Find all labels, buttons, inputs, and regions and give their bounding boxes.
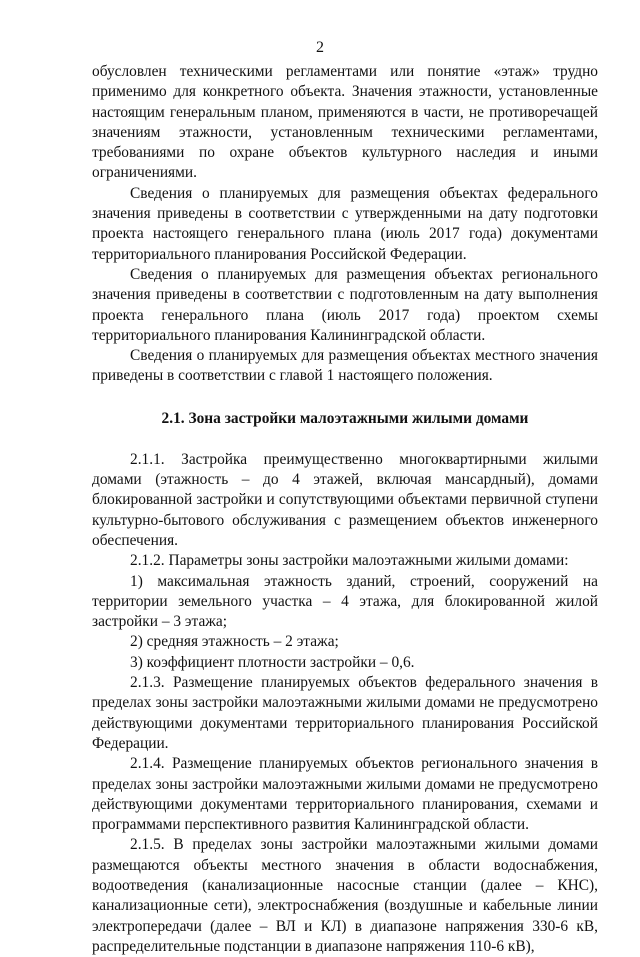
page-number: 2 [316, 39, 324, 56]
list-item-2: 2) средняя этажность – 2 этажа; [130, 633, 339, 651]
paragraph-2-1-5: 2.1.5. В пределах зоны застройки малоэтажными жилыми домами размещаются объекты местного значения в области водоснабжения, водоотведения (канализационные насосные станции (далее – КНС), канализационные сети), электроснабжения (воздушные и кабельные линии электропередачи (далее – ВЛ и КЛ) в диапазоне напряжения 330-6 кВ, распределительные подстанции в диапазоне напряжения 110-6 кВ), [92, 836, 598, 955]
paragraph-continuation: обусловлен техническими регламентами или понятие «этаж» трудно применимо для конкретного объекта. Значения этажности, установленные настоящим генеральным планом, применяются в части, не противоречащей значениям этажности, установленным техническими регламентами, требованиями по охране объектов культурного наследия и иными ограничениями. [92, 63, 598, 182]
paragraph-2-1-3: 2.1.3. Размещение планируемых объектов федерального значения в пределах зоны застройки малоэтажными жилыми домами не предусмотрено действующими документами территориального планирования Российской Федерации. [92, 674, 598, 752]
paragraph-2-1-2: 2.1.2. Параметры зоны застройки малоэтажными жилыми домами: [130, 552, 569, 570]
section-heading: 2.1. Зона застройки малоэтажными жилыми домами [161, 409, 529, 427]
paragraph-local-objects: Сведения о планируемых для размещения объектах местного значения приведены в соответствии с главой 1 настоящего положения. [92, 347, 598, 385]
paragraph-2-1-1: 2.1.1. Застройка преимущественно многоквартирными жилыми домами (этажность – до 4 этажей, включая мансардный), домами блокированной застройки и сопутствующими объектами первичной ступени культурно-бытового обслуживания с размещением объектов инженерного обеспечения. [92, 450, 598, 549]
paragraph-regional-objects: Сведения о планируемых для размещения объектах регионального значения приведены в соответствии с подготовленным на дату выполнения проекта генерального плана (июль 2017 года) проектом схемы территориального планирования Калининградской области. [92, 265, 598, 344]
paragraph-2-1-4: 2.1.4. Размещение планируемых объектов регионального значения в пределах зоны застройки малоэтажными жилыми домами не предусмотрено действующими документами территориального планирования, схемами и программами перспективного развития Калининградской области. [92, 755, 598, 834]
document-body [92, 62, 598, 957]
paragraph-federal-objects: Сведения о планируемых для размещения объектах федерального значения приведены в соответствии с утвержденными на дату подготовки проекта настоящего генерального плана (июль 2017 года) документами территориального планирования Российской Федерации. [92, 184, 598, 263]
list-item-1: 1) максимальная этажность зданий, строений, сооружений на территории земельного участка – 4 этажа, для блокированной жилой застройки – 3 этажа; [92, 572, 598, 631]
list-item-3: 3) коэффициент плотности застройки – 0,6. [130, 653, 415, 671]
